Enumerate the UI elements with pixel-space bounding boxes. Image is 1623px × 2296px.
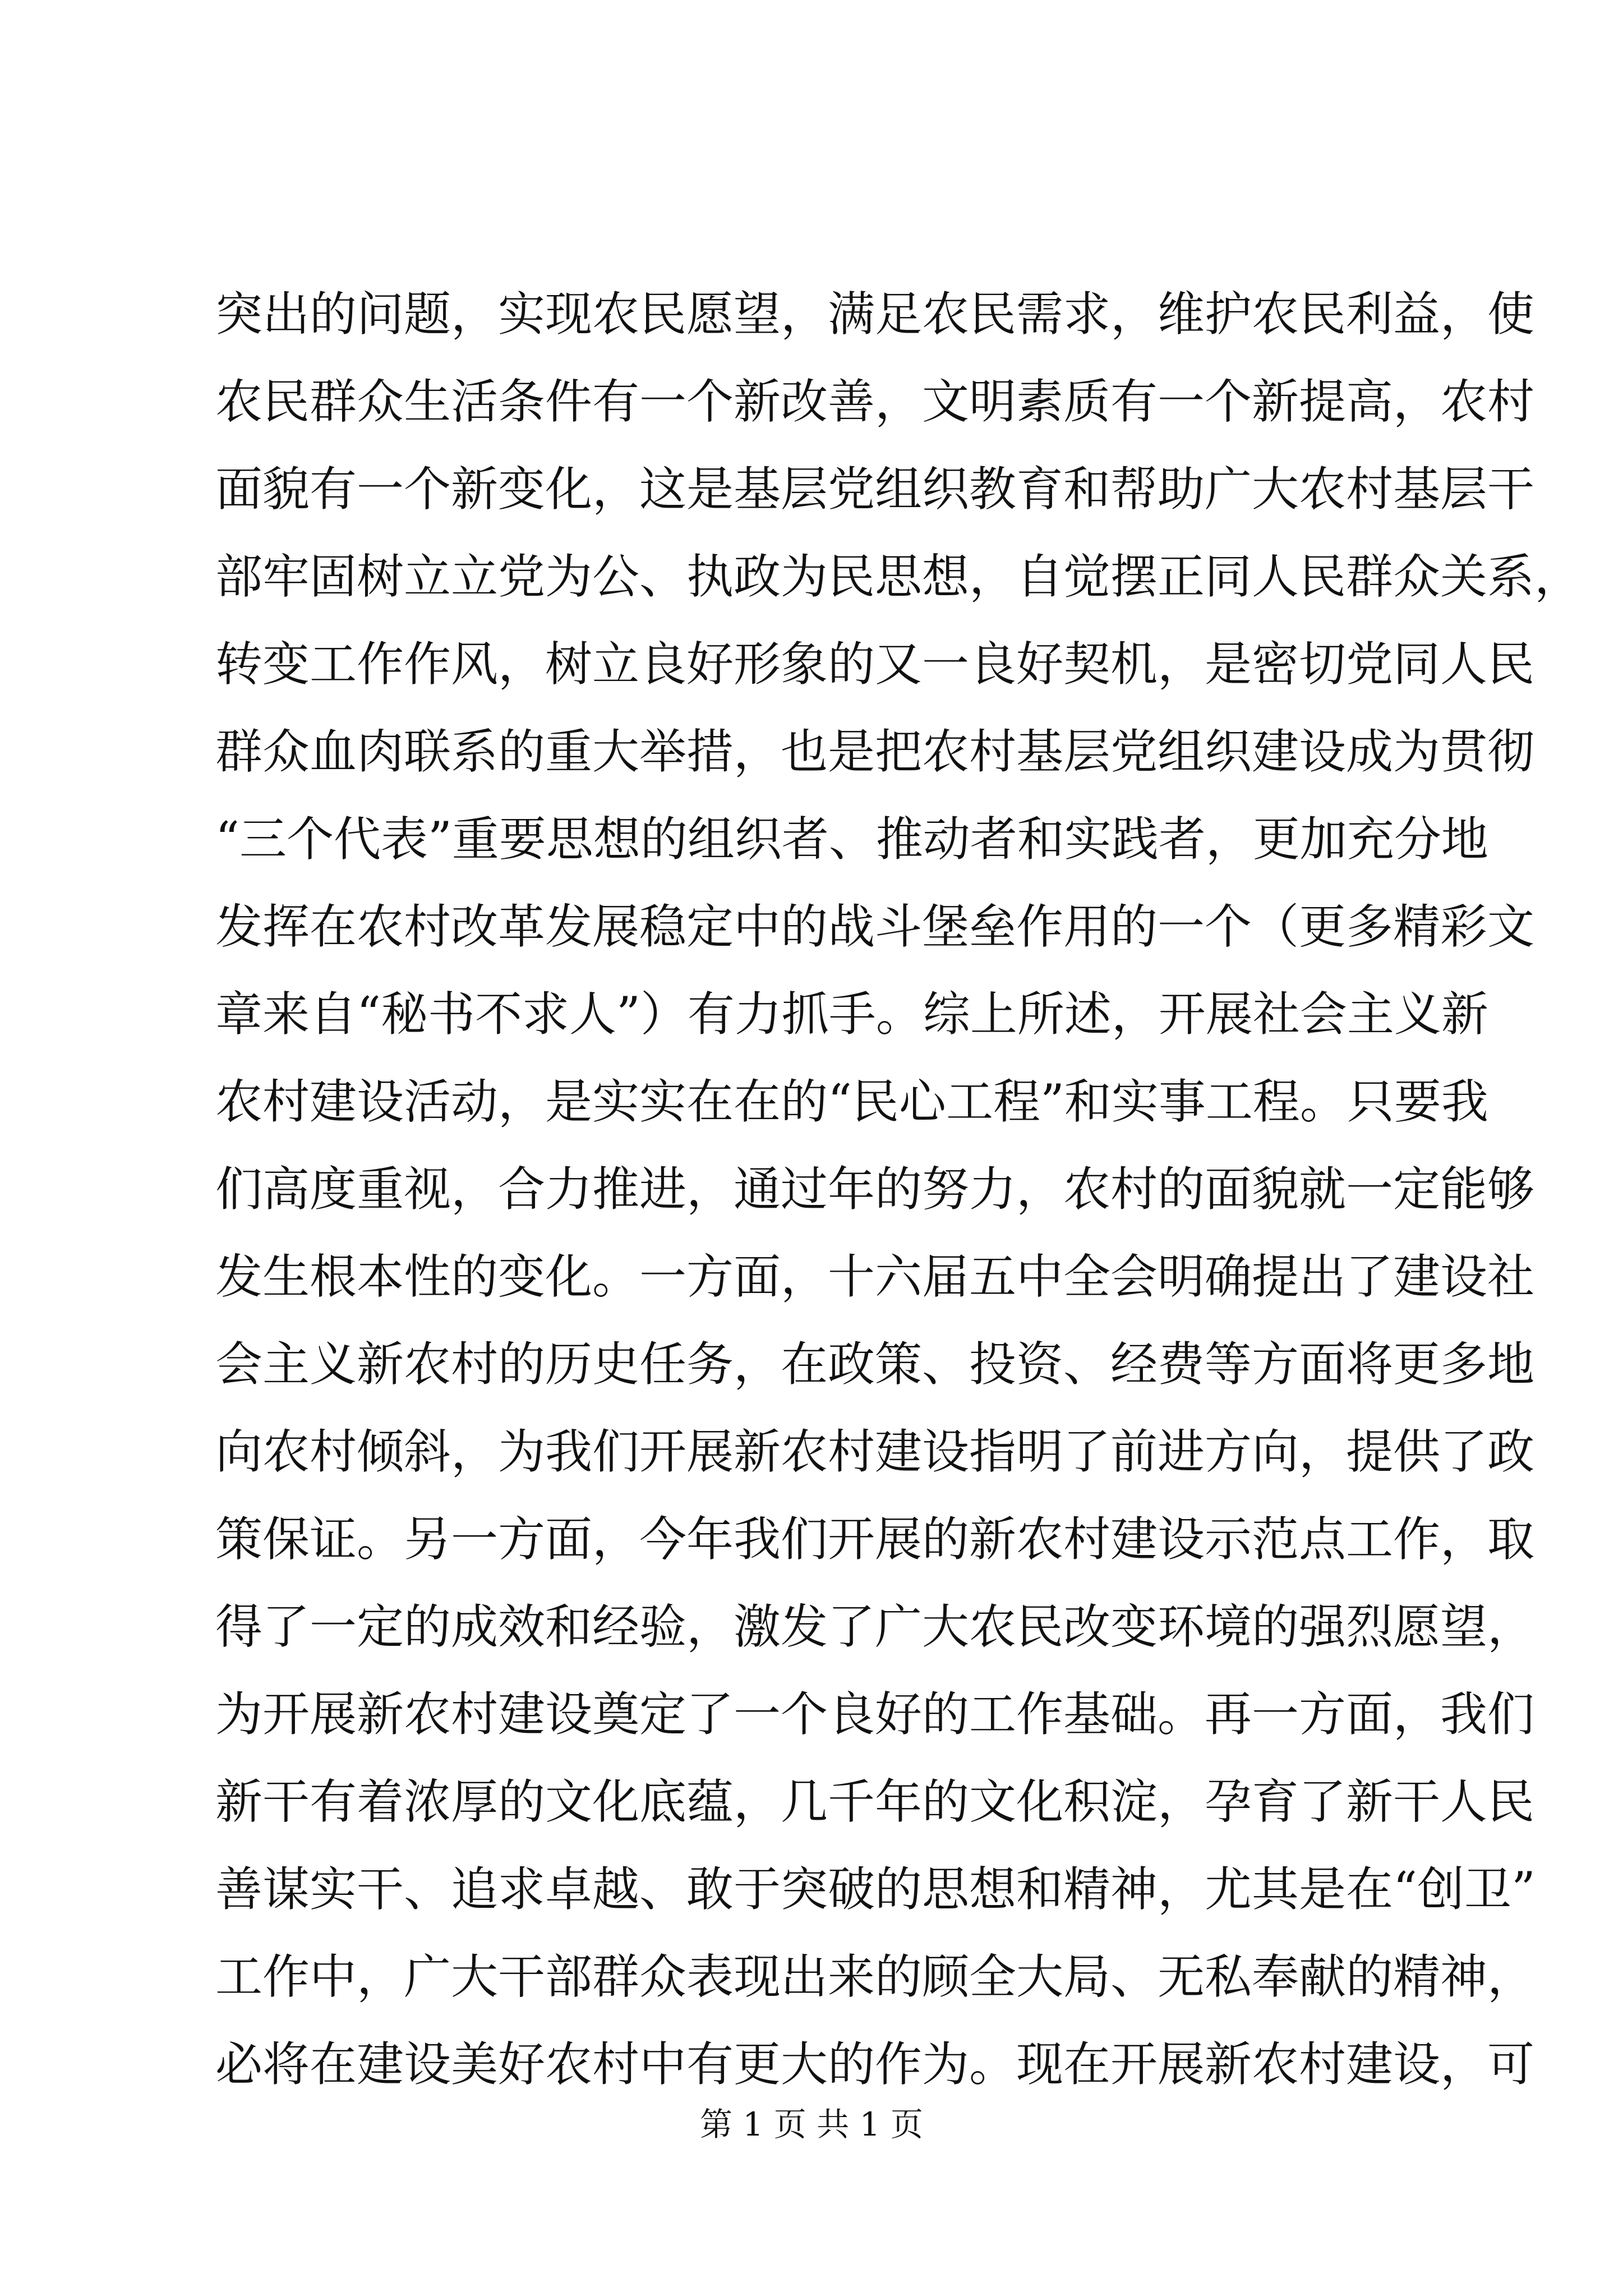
text-line: 必将在建设美好农村中有更大的作为。现在开展新农村建设，可 [215,2037,1535,2092]
text-line: 善谋实干、追求卓越、敢于突破的思想和精神，尤其是在“创卫” [215,1862,1536,1917]
text-line: 策保证。另一方面，今年我们开展的新农村建设示范点工作，取 [215,1512,1535,1567]
text-line: 群众血肉联系的重大举措，也是把农村基层党组织建设成为贯彻 [215,724,1535,779]
text-line: “三个代表”重要思想的组织者、推动者和实践者，更加充分地 [215,812,1488,867]
text-line: 为开展新农村建设奠定了一个良好的工作基础。再一方面，我们 [215,1687,1535,1742]
text-line: 得了一定的成效和经验，激发了广大农民改变环境的强烈愿望， [215,1599,1535,1654]
text-line: 发生根本性的变化。一方面，十六届五中全会明确提出了建设社 [215,1249,1535,1304]
text-line: 突出的问题，实现农民愿望，满足农民需求，维护农民利益，使 [215,287,1535,342]
text-line: 们高度重视，合力推进，通过年的努力，农村的面貌就一定能够 [215,1162,1535,1217]
text-line: 农民群众生活条件有一个新改善，文明素质有一个新提高，农村 [215,374,1535,429]
text-line: 新干有着浓厚的文化底蕴，几千年的文化积淀，孕育了新干人民 [215,1774,1535,1829]
text-line: 会主义新农村的历史任务，在政策、投资、经费等方面将更多地 [215,1337,1535,1392]
page-number-footer: 第 1 页 共 1 页 [700,2105,923,2143]
text-line: 面貌有一个新变化，这是基层党组织教育和帮助广大农村基层干 [215,462,1535,517]
text-line: 发挥在农村改革发展稳定中的战斗堡垒作用的一个（更多精彩文 [215,899,1535,954]
body-text [215,280,1582,2118]
text-line: 农村建设活动，是实实在在的“民心工程”和实事工程。只要我 [215,1074,1488,1129]
text-line: 向农村倾斜，为我们开展新农村建设指明了前进方向，提供了政 [215,1424,1535,1479]
text-line: 章来自“秘书不求人”）有力抓手。综上所述，开展社会主义新 [215,987,1488,1042]
text-line: 工作中，广大干部群众表现出来的顾全大局、无私奉献的精神， [215,1949,1535,2004]
text-line: 部牢固树立立党为公、执政为民思想，自觉摆正同人民群众关系， [215,549,1582,604]
text-line: 转变工作作风，树立良好形象的又一良好契机，是密切党同人民 [215,637,1535,692]
